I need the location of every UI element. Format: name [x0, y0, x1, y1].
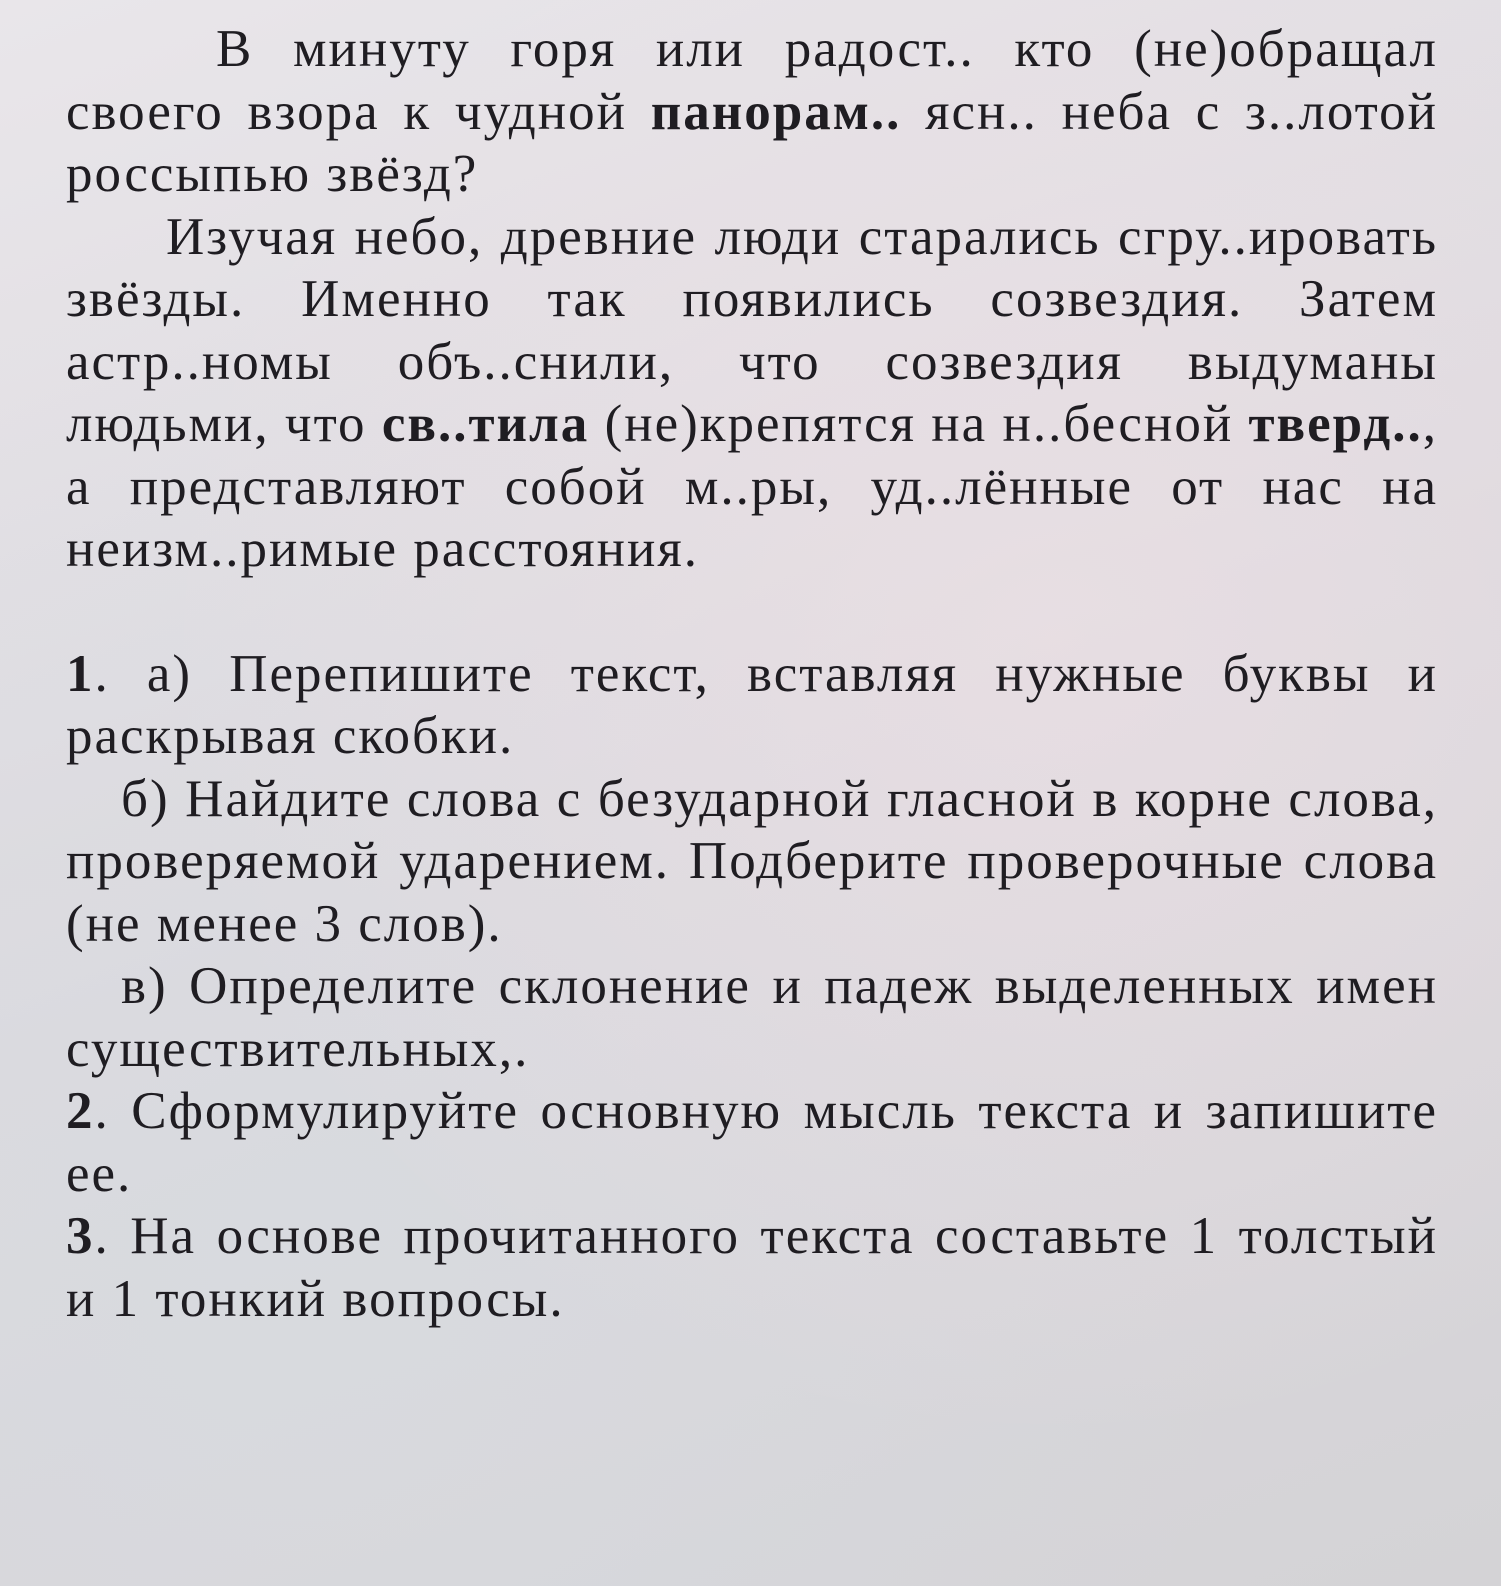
- highlighted-word: панорам..: [650, 82, 902, 141]
- document-body: [66, 18, 1438, 1330]
- text-segment: В минуту горя или радост.. кто (не)обращал своего взора к чудной: [66, 20, 1438, 141]
- text-segment: (не)крепятся на н..бесной: [589, 395, 1249, 453]
- paragraph-2: [66, 206, 1438, 581]
- text-segment: Изучая небо, древние люди старались сгру..ировать звёзды. Именно так появились созвездия. Затем астр..номы объ..снили, что созвездия выдуманы людьми, что: [66, 207, 1438, 453]
- highlighted-word: тверд..: [1248, 395, 1423, 453]
- task-text: б) Найдите слова с безударной гласной в корне слова, проверяемой ударением. Подберите проверочные слова (не менее 3 слов).: [66, 769, 1438, 953]
- task-text: в) Определите склонение и падеж выделенных имен существительных,.: [66, 957, 1438, 1078]
- task-1c: [66, 955, 1438, 1080]
- text-segment: ясн.. неба с з..лотой россыпью звёзд?: [66, 82, 1438, 203]
- task-text: . На основе прочитанного текста составьте 1 толстый и 1 тонкий вопросы.: [66, 1207, 1438, 1328]
- paragraph-1: [66, 18, 1438, 206]
- task-3: [66, 1205, 1438, 1330]
- task-number: 3: [66, 1207, 95, 1265]
- task-1b: [66, 768, 1438, 956]
- section-gap: [66, 581, 1438, 643]
- task-text: . а) Перепишите текст, вставляя нужные буквы и раскрывая скобки.: [66, 644, 1438, 765]
- task-number: 2: [66, 1082, 95, 1140]
- highlighted-word: св..тила: [381, 395, 590, 453]
- task-text: . Сформулируйте основную мысль текста и запишите ее.: [66, 1082, 1438, 1203]
- task-2: [66, 1080, 1438, 1205]
- task-number: 1: [66, 644, 95, 703]
- task-1a: [66, 643, 1438, 768]
- text-segment: , а представляют собой м..ры, уд..лённые от нас на неизм..римые расстояния.: [66, 395, 1438, 578]
